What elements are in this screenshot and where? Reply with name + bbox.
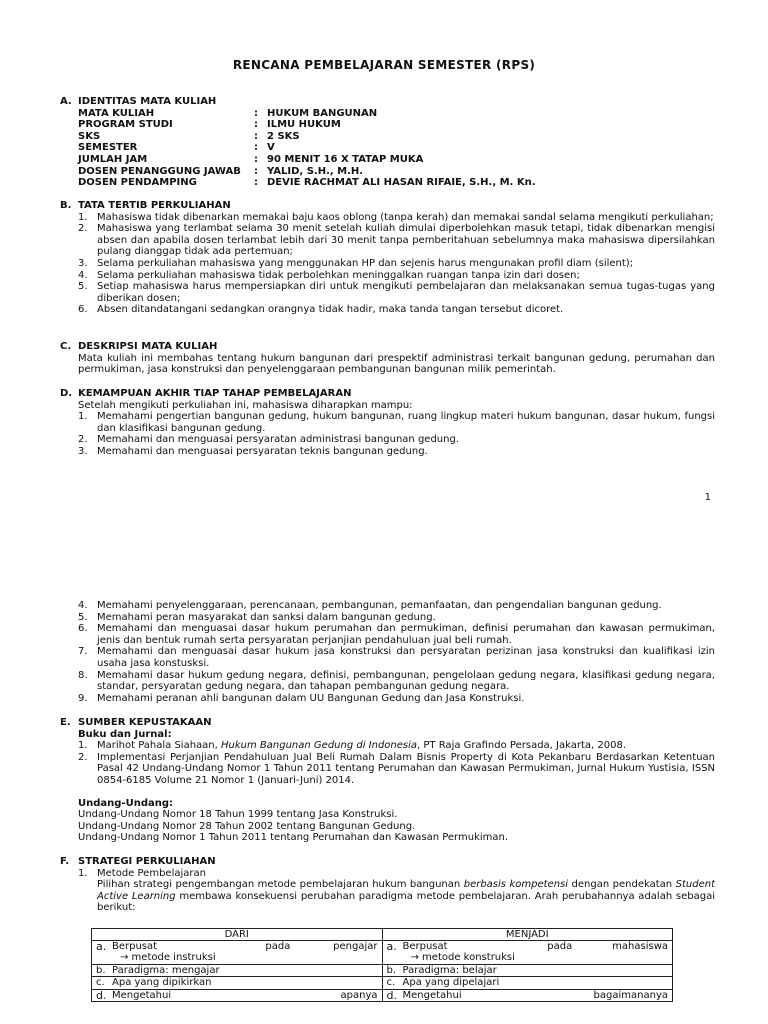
list-item: 3. Memahami dan menguasai persyaratan teknis bangunan gedung.	[78, 445, 428, 457]
books-list	[78, 740, 715, 786]
table-row: b. Paradigma: mengajar b. Paradigma: belajar	[92, 964, 673, 976]
table-row: a. Berpusat pada pengajar → metode instruksi a. Berpusat pada mahasiswa → metode konstruksi	[92, 941, 673, 965]
identity-row: DOSEN PENDAMPING : DEVIE RACHMAT ALI HASAN RIFAIE, S.H., M. Kn.	[78, 177, 536, 189]
laws-list	[78, 809, 715, 844]
section-tata-tertib	[60, 200, 715, 316]
list-item: 4. Memahami penyelenggaraan, perencanaan, pembangunan, pemanfaatan, dan pengendalian bangunan gedung.	[78, 600, 662, 611]
section-sumber-kepustakaan	[60, 717, 715, 844]
books-heading: Buku dan Jurnal:	[78, 728, 172, 740]
laws-heading: Undang-Undang:	[78, 797, 173, 809]
list-item: 5. Setiap mahasiswa harus mempersiapkan diri untuk mengikuti pembelajaran dan melaksanakan semua tugas-tugas yang diberikan dosen;	[78, 281, 715, 304]
identity-row: SKS : 2 SKS	[78, 130, 300, 142]
section-heading: C. DESKRIPSI MATA KULIAH	[60, 341, 218, 352]
list-item: 9. Memahami peranan ahli bangunan dalam UU Bangunan Gedung dan Jasa Konstruksi.	[78, 692, 525, 704]
list-item: 1. Marihot Pahala Siahaan, Hukum Bangunan Gedung di Indonesia, PT Raja Grafindo Persada, Jakarta, 2008.	[78, 740, 626, 752]
list-item: 7. Memahami dan menguasai dasar hukum jasa konstruksi dan persyaratan perizinan jasa konstruksi dan kualifikasi izin usaha jasa konstusksi.	[78, 646, 715, 669]
section-identitas	[60, 96, 715, 189]
course-description: Mata kuliah ini membahas tentang hukum bangunan dari prespektif administrasi terkait bangunan gedung, perumahan dan permukiman, jasa konstruksi dan penyelenggaraan pembangunan bangunan milik pemerintah.	[78, 352, 715, 376]
list-item: 3. Selama perkuliahan mahasiswa yang menggunakan HP dan sejenis harus mengunakan profil diam (silent);	[78, 257, 634, 269]
section-heading: B. TATA TERTIB PERKULIAHAN	[60, 200, 231, 211]
column-header-menjadi: MENJADI	[382, 929, 673, 941]
column-header-dari: DARI	[92, 929, 383, 941]
list-item: 1. Metode Pembelajaran	[78, 867, 206, 879]
list-item: Undang-Undang Nomor 28 Tahun 2002 tentang Bangunan Gedung.	[78, 820, 416, 832]
strategy-paragraph: Pilihan strategi pengembangan metode pembelajaran hukum bangunan berbasis kompetensi dengan pendekatan Student Active Learning membawa konsekuensi perubahan paradigma metode pembelajaran. Arah perubahannya adalah sebagai berikut:	[97, 879, 715, 914]
identity-row: PROGRAM STUDI : ILMU HUKUM	[78, 119, 341, 131]
section-intro: Setelah mengikuti perkuliahan ini, mahasiswa diharapkan mampu:	[78, 399, 413, 411]
list-item: 2. Implementasi Perjanjian Pendahuluan Jual Beli Rumah Dalam Bisnis Property di Kota Pekanbaru Berdasarkan Ketentuan Pasal 42 Undang-Undang Nomor 1 Tahun 2011 tentang Perumahan dan Kawasan Permukiman, Jurnal Hukum Yustisia, ISSN 0854-6185 Volume 21 Nomor 1 (Januari-Juni) 2014.	[78, 751, 715, 786]
list-item: 1. Mahasiswa tidak dibenarkan memakai baju kaos oblong (tanpa kerah) dan memakai sandal selama mengikuti perkuliahan;	[78, 211, 714, 223]
identity-row: DOSEN PENANGGUNG JAWAB : YALID, S.H., M.H.	[78, 165, 364, 177]
outcomes-list-continued	[60, 600, 715, 704]
identity-row: JUMLAH JAM : 90 MENIT 16 X TATAP MUKA	[78, 153, 424, 165]
list-item: 6. Memahami dan menguasai dasar hukum perumahan dan permukiman, definisi perumahan dan kawasan permukiman, jenis dan bentuk rumah serta persyaratan perjanjian pendahuluan jual beli rumah.	[78, 623, 715, 646]
identity-table	[78, 108, 715, 189]
list-item: 2. Memahami dan menguasai persyaratan administrasi bangunan gedung.	[78, 434, 459, 446]
outcomes-list	[78, 411, 715, 457]
identity-row: SEMESTER : V	[78, 142, 275, 154]
list-item: 1. Memahami pengertian bangunan gedung, hukum bangunan, ruang lingkup materi hukum bangunan, dasar hukum, fungsi dan klasifikasi bangunan gedung.	[78, 411, 715, 434]
section-deskripsi	[60, 341, 715, 376]
list-item: 6. Absen ditandatangani sedangkan orangnya tidak hadir, maka tanda tangan tersebut dicoret.	[78, 304, 564, 316]
list-item: 2. Mahasiswa yang terlambat selama 30 menit setelah kuliah dimulai diperbolehkan masuk tetapi, tidak dibenarkan mengisi absen dan apabila dosen terlambat lebih dari 30 menit tanpa pemberitahuan sebelumnya maka mahasiswa dipersilahkan pulang dianggap tidak ada pertemuan;	[78, 223, 715, 258]
table-header-row	[92, 929, 673, 941]
section-kemampuan-akhir	[60, 388, 715, 458]
section-heading: A. IDENTITAS MATA KULIAH	[60, 96, 217, 107]
identity-row: MATA KULIAH : HUKUM BANGUNAN	[78, 107, 378, 119]
table-row: c. Apa yang dipikirkan c. Apa yang dipelajari	[92, 977, 673, 989]
list-item: 8. Memahami dasar hukum gedung negara, definisi, pembangunan, pengelolaan gedung negara, klasifikasi gedung negara, standar, persyaratan gedung negara, dan tahapan pembangunan gedung negara.	[78, 669, 715, 693]
page-number: 1	[704, 492, 711, 503]
section-strategi	[60, 856, 715, 914]
list-item: Undang-Undang Nomor 1 Tahun 2011 tentang Perumahan dan Kawasan Permukiman.	[78, 832, 509, 844]
section-heading: E. SUMBER KEPUSTAKAAN	[60, 717, 212, 728]
list-item: Undang-Undang Nomor 18 Tahun 1999 tentang Jasa Konstruksi.	[78, 809, 398, 821]
list-item: 5. Memahami peran masyarakat dan sanksi dalam bangunan gedung.	[78, 611, 436, 623]
table-row: d. Mengetahui apanya d. Mengetahui bagaimananya	[92, 989, 673, 1001]
rules-list	[78, 212, 715, 316]
section-heading: D. KEMAMPUAN AKHIR TIAP TAHAP PEMBELAJARAN	[60, 388, 352, 399]
list-item: 4. Selama perkuliahan mahasiswa tidak perbolehkan meninggalkan ruangan tanpa izin dari dosen;	[78, 269, 580, 281]
paradigm-table	[91, 928, 673, 1002]
section-heading: F. STRATEGI PERKULIAHAN	[60, 856, 216, 867]
document-title: RENCANA PEMBELAJARAN SEMESTER (RPS)	[232, 58, 536, 72]
